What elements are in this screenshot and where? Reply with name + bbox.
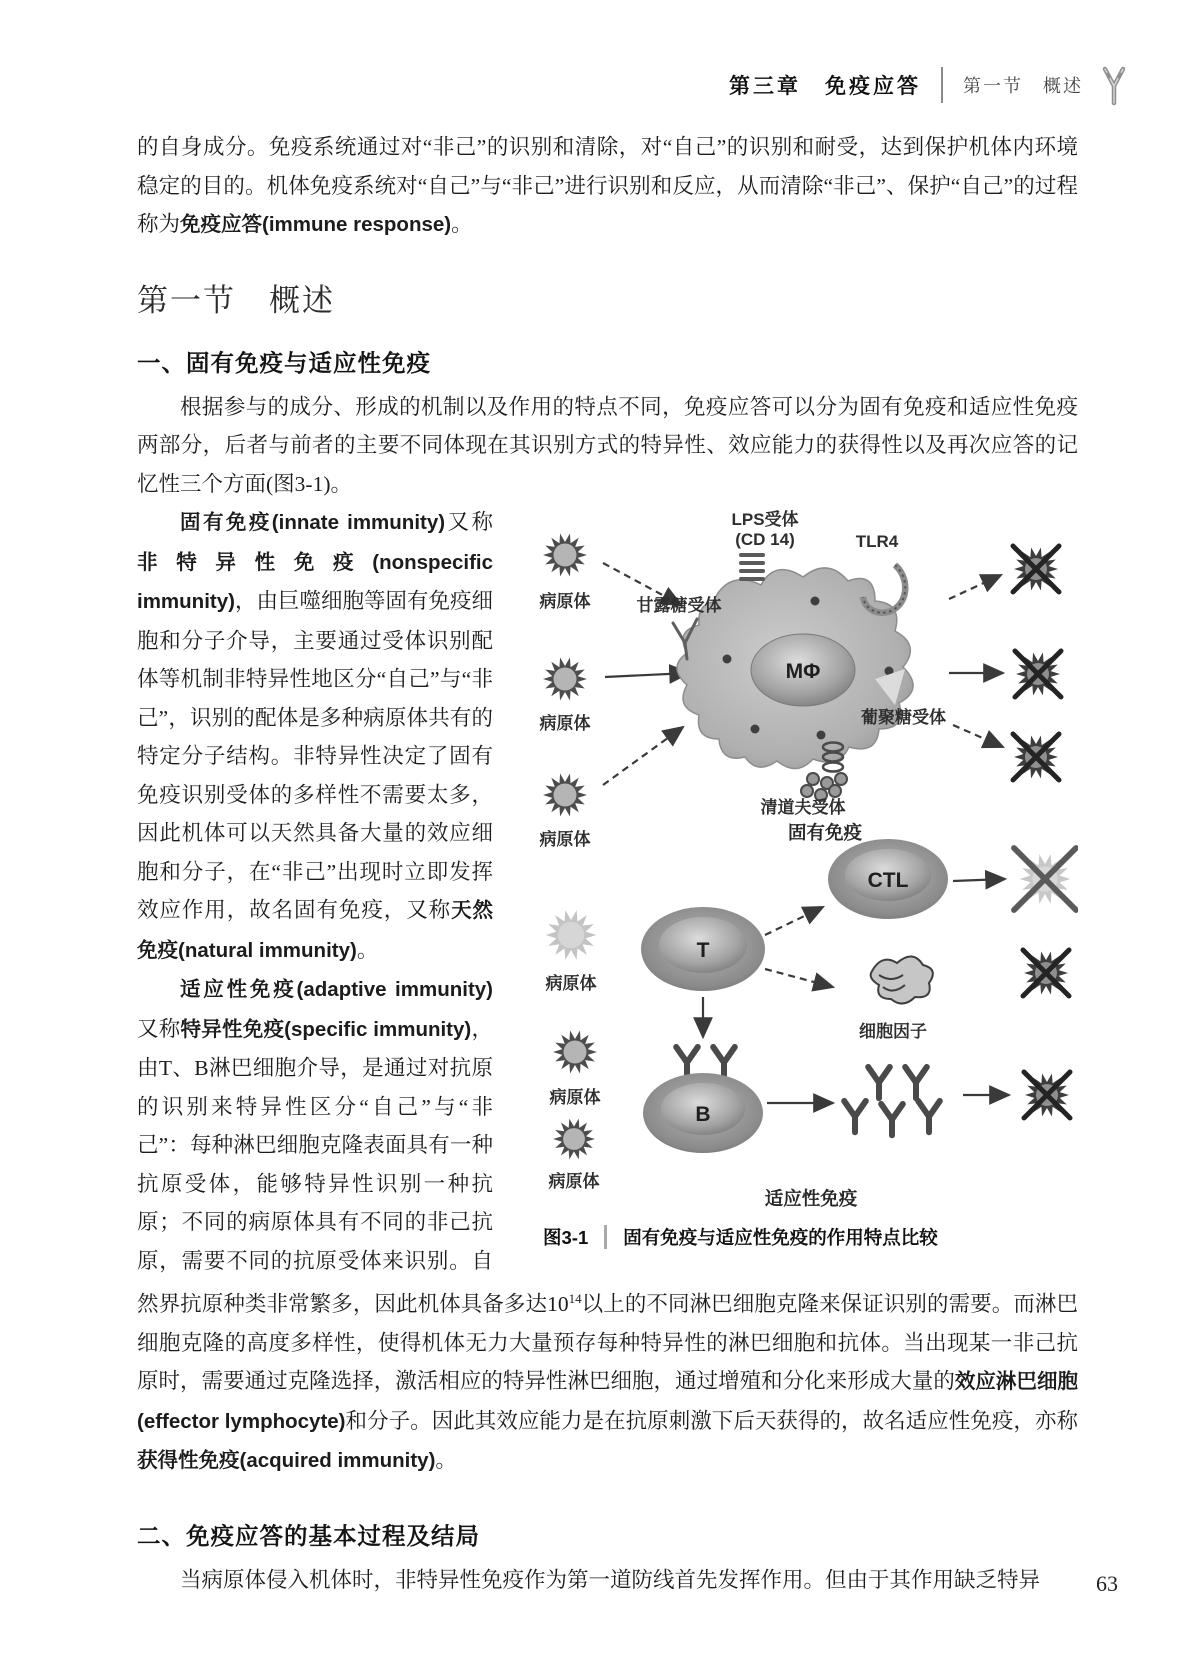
adaptive-bold-term: 获得性免疫(acquired immunity): [137, 1449, 436, 1473]
arrow-glucan-to-cleared: [953, 725, 1003, 747]
pathogen-label: 病原体: [539, 714, 591, 733]
intro-bold-term: 免疫应答(immune response): [180, 213, 452, 236]
macrophage-label: MΦ: [785, 660, 821, 683]
adaptive-run: ，由T、B淋巴细胞介导，是通过对抗原的识别来特异性区分“自己”与“非己”：每种淋巴细胞克隆表面具有一种抗原受体，能够特异性识别一种抗原；不同的病原体具有不同的非己抗原，需要不同的抗原受体来识别。自然界抗原种类非常繁多，因此机体具备多达10: [137, 1016, 569, 1317]
lps-receptor-label: LPS受体: [731, 510, 799, 529]
figure-3-1: [503, 507, 1078, 1250]
intro-paragraph: [137, 128, 1078, 245]
innate-bold-term: 非特异性免疫(nonspecific immunity): [137, 550, 493, 613]
innate-immunity-label: 固有免疫: [787, 822, 863, 843]
subheading-1: 一、固有免疫与适应性免疫: [137, 350, 431, 377]
header-divider: [941, 67, 943, 103]
pathogen-icon: [546, 910, 597, 959]
destroyed-pathogen-icon: [1013, 546, 1059, 592]
overview-paragraph: 根据参与的成分、形成的机制以及作用的特点不同，免疫应答可以分为固有免疫和适应性免疫两部分，后者与前者的主要不同体现在其识别方式的特异性、效应能力的获得性以及再次应答的记忆性三个方面(图3-1)。: [137, 394, 1078, 496]
t-cell: [641, 907, 765, 991]
mannose-receptor-label: 甘露糖受体: [636, 596, 722, 615]
destroyed-pathogen-icon: [1014, 848, 1076, 910]
arrow-macrophage-to-cleared: [949, 575, 1001, 599]
cytokine-icon: [871, 956, 933, 1003]
innate-bold-term: 固有免疫(innate immunity): [180, 511, 446, 534]
intro-run: 的自身成分。免疫系统通过对“非己”的识别和清除，对“自己”的识别和耐受，达到保护机体内环境稳定的目的。机体免疫系统对“自己”与“非己”进行识别和反应，从而清除“非己”、保护“自己”的过程称为: [137, 135, 1078, 236]
b-cell: [643, 1047, 763, 1153]
scavenger-receptor-label: 清道夫受体: [760, 798, 846, 817]
innate-run: 。: [356, 937, 379, 962]
adaptive-run: 又称: [137, 1016, 181, 1041]
antibody-icon: [881, 1104, 903, 1135]
chapter-title: 第三章 免疫应答: [729, 75, 921, 98]
arrow-ctl-to-cleared: [953, 879, 1005, 881]
section-title: 第一节 概述: [137, 282, 335, 318]
t-cell-label: T: [696, 939, 710, 962]
cytokine-label: 细胞因子: [859, 1022, 927, 1041]
destroyed-pathogen-icon: [1024, 1072, 1070, 1118]
b-cell-receptor-icon: [713, 1047, 735, 1078]
destroyed-pathogen-icon: [1013, 734, 1059, 780]
destroyed-pathogen-icon: [1023, 950, 1069, 996]
adaptive-bold-term: 效应淋巴细胞(effector lymphocyte): [137, 1370, 1078, 1433]
page-body: [137, 128, 1078, 1599]
figure-caption-divider: [604, 1225, 607, 1249]
adaptive-immunity-label: 适应性免疫: [764, 1188, 858, 1209]
exponent: 14: [568, 1291, 582, 1306]
tlr4-label: TLR4: [855, 532, 899, 551]
lps-receptor-label: (CD 14): [735, 530, 795, 549]
antibody-icon: [868, 1067, 890, 1098]
adaptive-bold-term: 特异性免疫(specific immunity): [180, 1017, 472, 1041]
ctl-cell-label: CTL: [867, 869, 909, 892]
running-head: [0, 64, 1127, 106]
pathogen-label: 病原体: [549, 1088, 601, 1107]
innate-run: 又称: [445, 510, 493, 534]
pathogen-icon: [543, 534, 587, 577]
adaptive-bold-term: 适应性免疫(adaptive immunity): [180, 978, 493, 1001]
pathogen-label: 病原体: [539, 592, 591, 611]
innate-run: ，由巨噬细胞等固有免疫细胞和分子介导，主要通过受体识别配体等机制非特异性地区分“自己”与“非己”，识别的配体是多种病原体共有的特定分子结构。非特异性决定了固有免疫识别受体的多样性不需要太多，因此机体可以天然具备大量的效应细胞和分子，在“非己”出现时立即发挥效应作用，故名固有免疫，又称: [137, 589, 493, 922]
pathogen-icon: [543, 774, 587, 817]
header-section-title: 第一节 概述: [963, 76, 1083, 96]
antibody-icon: [844, 1101, 866, 1132]
arrow-t-to-ctl: [765, 907, 823, 935]
pathogen-icon: [543, 658, 587, 701]
lps-receptor-icon: [739, 553, 765, 581]
pathogen-label: 病原体: [539, 830, 591, 849]
innate-bold-term: 天然免疫(natural immunity): [137, 899, 493, 962]
adaptive-run: 。: [435, 1448, 457, 1473]
process-paragraph: 当病原体侵入机体时，非特异性免疫作为第一道防线首先发挥作用。但由于其作用缺乏特异: [180, 1567, 1041, 1592]
figure-3-1-canvas: [503, 507, 1078, 1211]
antibody-icon: [918, 1101, 940, 1132]
pathogen-icon: [553, 1119, 595, 1160]
pathogen-icon: [553, 1031, 597, 1074]
antibody-icon: [1101, 64, 1127, 106]
subheading-2: 二、免疫应答的基本过程及结局: [137, 1523, 480, 1550]
intro-run: 。: [451, 212, 473, 236]
pathogen-label: 病原体: [548, 1172, 600, 1191]
antibody-icon: [905, 1067, 927, 1098]
pathogen-label: 病原体: [545, 974, 597, 993]
page-number: 63: [1096, 1571, 1118, 1596]
figure-caption: [503, 1224, 1078, 1250]
adaptive-run: 和分子。因此其效应能力是在抗原刺激下后天获得的，故名适应性免疫，亦称: [345, 1408, 1078, 1433]
b-cell-label: B: [695, 1103, 711, 1126]
figure-caption-number: 图3-1: [543, 1227, 589, 1248]
destroyed-pathogen-icon: [1015, 651, 1061, 697]
figure-caption-text: 固有免疫与适应性免疫的作用特点比较: [623, 1227, 938, 1248]
arrow-pathogen-to-macrophage: [605, 673, 689, 677]
ctl-cell: [828, 839, 948, 919]
glucan-receptor-label: 葡聚糖受体: [861, 708, 946, 727]
adaptive-run: 以上的不同淋巴细胞克隆来保证识别的需要。而淋巴细胞克隆的高度多样性，使得机体无力大量预存每种特异性的淋巴细胞和抗体。当出现某一非己抗原时，需要通过克隆选择，激活相应的特异性淋巴细胞，通过增殖和分化来形成大量的: [137, 1292, 1078, 1394]
arrow-pathogen-to-macrophage: [603, 727, 683, 785]
arrow-t-to-cytokine: [765, 969, 833, 987]
